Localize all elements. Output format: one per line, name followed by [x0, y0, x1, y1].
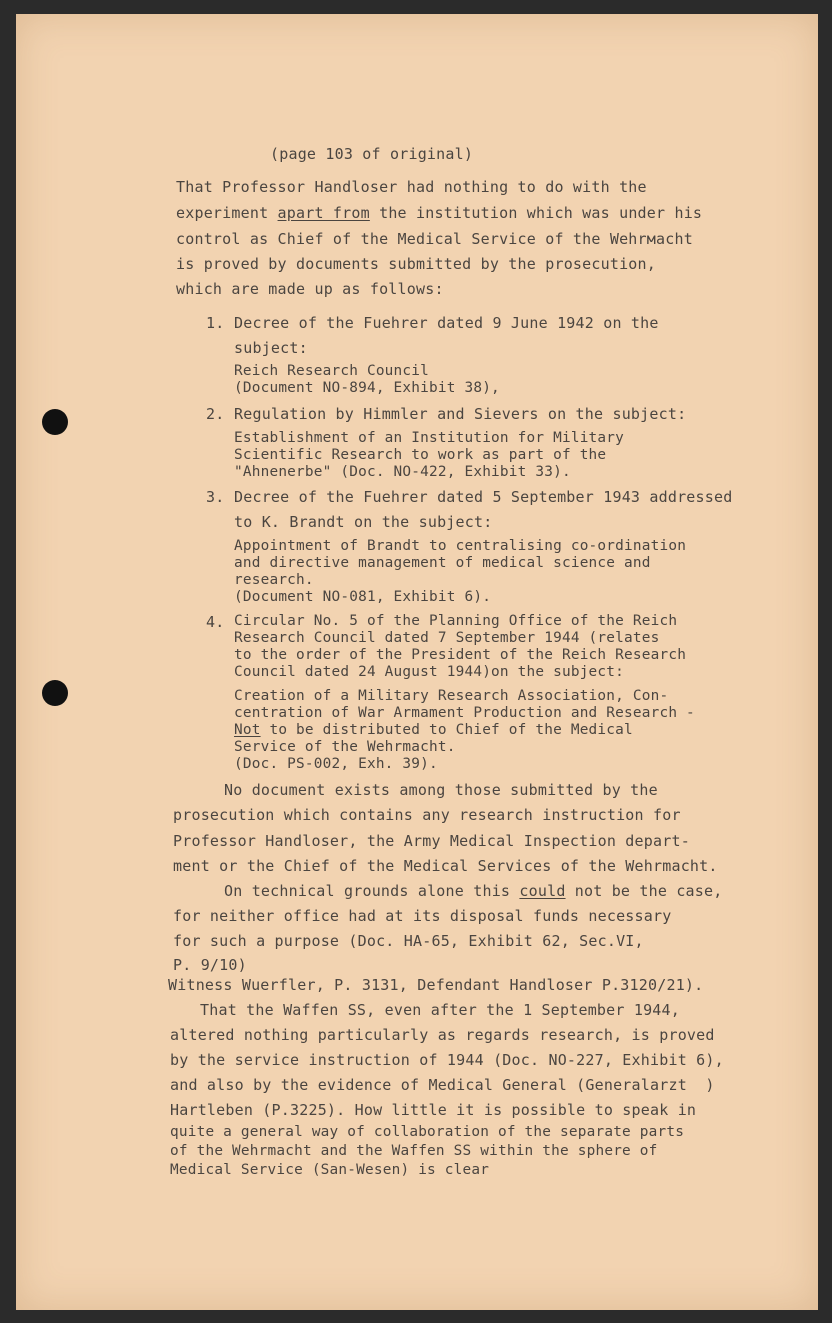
item-detail: Appointment of Brandt to centralising co-ordination	[234, 538, 687, 554]
item-detail: and directive management of medical science and	[234, 555, 651, 571]
page-label: (page 103 of original)	[270, 145, 474, 163]
item-detail: centration of War Armament Production and Research -	[234, 705, 695, 721]
text-line: and also by the evidence of Medical General (Generalarzt )	[170, 1076, 715, 1094]
item-detail: (Document NO-894, Exhibit 38),	[234, 380, 500, 396]
item-heading: Research Council dated 7 September 1944 (relates	[234, 630, 660, 646]
punch-hole	[42, 680, 68, 706]
item-heading: Decree of the Fuehrer dated 9 June 1942 on the	[234, 314, 659, 332]
text-line: for such a purpose (Doc. HA-65, Exhibit 62, Sec.VI,	[173, 932, 644, 950]
underlined-text: apart from	[277, 204, 370, 222]
text-line: experiment apart from the institution which was under his	[176, 204, 703, 222]
underlined-text: Not	[234, 722, 261, 738]
text-line: Witness Wuerfler, P. 3131, Defendant Handloser P.3120/21).	[168, 976, 704, 994]
item-number: 4.	[206, 613, 225, 631]
punch-hole	[42, 409, 68, 435]
item-heading: Council dated 24 August 1944)on the subject:	[234, 664, 625, 680]
text-line: quite a general way of collaboration of the separate parts	[170, 1124, 685, 1140]
item-detail: Creation of a Military Research Association, Con-	[234, 688, 669, 704]
text-line: Medical Service (San-Wesen) is clear	[170, 1162, 490, 1178]
item-heading: Circular No. 5 of the Planning Office of the Reich	[234, 613, 678, 629]
text-line: by the service instruction of 1944 (Doc. NO-227, Exhibit 6),	[170, 1051, 724, 1069]
text-line: ment or the Chief of the Medical Services of the Wehrmacht.	[173, 857, 718, 875]
item-detail: (Doc. PS-002, Exh. 39).	[234, 756, 438, 772]
text-line: Professor Handloser, the Army Medical Inspection depart-	[173, 832, 690, 850]
item-heading: Decree of the Fuehrer dated 5 September 1943 addressed	[234, 488, 733, 506]
item-heading: Regulation by Himmler and Sievers on the subject:	[234, 405, 687, 423]
item-detail: "Ahnenerbe" (Doc. NO-422, Exhibit 33).	[234, 464, 571, 480]
text-line: of the Wehrmacht and the Waffen SS within the sphere of	[170, 1143, 658, 1159]
document-page	[16, 14, 818, 1310]
item-detail: research.	[234, 572, 314, 588]
text-line: No document exists among those submitted by the	[224, 781, 658, 799]
item-detail: (Document NO-081, Exhibit 6).	[234, 589, 492, 605]
item-heading: to the order of the President of the Reich Research	[234, 647, 687, 663]
item-number: 3.	[206, 488, 225, 506]
text-line: is proved by documents submitted by the prosecution,	[176, 255, 656, 273]
item-heading: subject:	[234, 339, 308, 357]
text-line: That the Waffen SS, even after the 1 September 1944,	[200, 1001, 680, 1019]
underlined-text: could	[519, 882, 566, 900]
text-line: On technical grounds alone this could not be the case,	[224, 882, 723, 900]
text-line: prosecution which contains any research instruction for	[173, 806, 681, 824]
item-number: 2.	[206, 405, 225, 423]
item-detail: Reich Research Council	[234, 363, 430, 379]
text-line: altered nothing particularly as regards research, is proved	[170, 1026, 715, 1044]
item-detail: Service of the Wehrmacht.	[234, 739, 456, 755]
item-heading: to K. Brandt on the subject:	[234, 513, 493, 531]
text-line: That Professor Handloser had nothing to do with the	[176, 178, 647, 196]
text-line: P. 9/10)	[173, 956, 247, 974]
text-line: which are made up as follows:	[176, 280, 444, 298]
text-line: Hartleben (P.3225). How little it is possible to speak in	[170, 1101, 697, 1119]
text-line: control as Chief of the Medical Service of the Wehrмacht	[176, 230, 693, 248]
text-line: for neither office had at its disposal funds necessary	[173, 907, 672, 925]
item-number: 1.	[206, 314, 225, 332]
item-detail: Scientific Research to work as part of the	[234, 447, 607, 463]
item-detail: Not to be distributed to Chief of the Medical	[234, 722, 633, 738]
item-detail: Establishment of an Institution for Military	[234, 430, 625, 446]
